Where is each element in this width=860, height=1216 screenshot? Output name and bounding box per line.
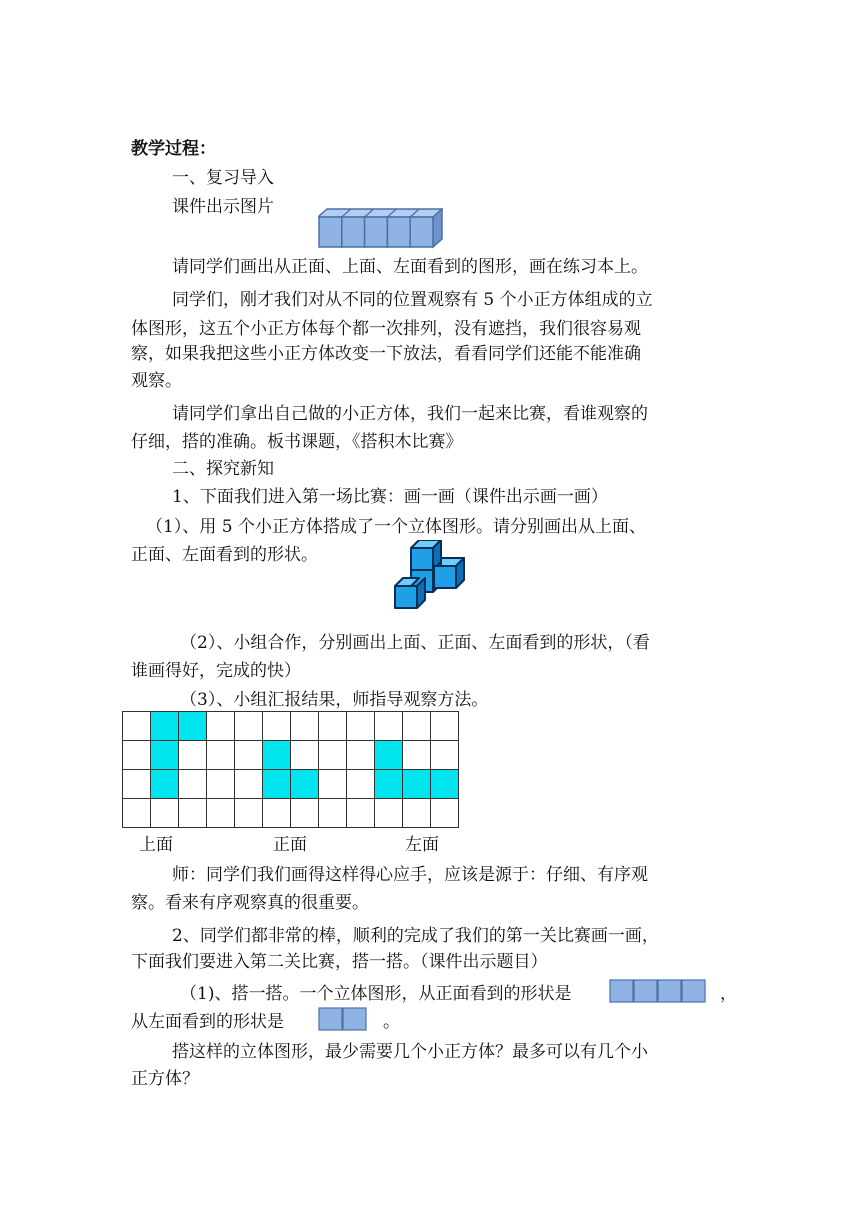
section-2-title: 二、探究新知 [172,459,274,479]
grid-row [123,741,459,770]
grid-cell-filled [263,741,291,770]
five-cube-structure-image [393,540,465,612]
views-grid [122,711,459,828]
paragraph-10-comma: ， [720,984,737,1004]
grid-cell [375,799,403,828]
grid-row [123,770,459,799]
grid-row [123,712,459,741]
paragraph-11-line-1: 搭这样的立体图形，最少需要几个小正方体？最多可以有几个小 [172,1042,648,1062]
paragraph-6-line-1: （2）、小组合作，分别画出上面、正面、左面看到的形状，（看 [180,633,650,653]
grid-cell-filled [263,770,291,799]
grid-cell-filled [179,712,207,741]
grid-cell-filled [151,741,179,770]
grid-cell [347,799,375,828]
paragraph-2-line-2: 体图形，这五个小正方体每个都一次排列，没有遮挡，我们很容易观 [131,319,641,339]
grid-cell-filled [431,770,459,799]
paragraph-3-line-2: 仔细，搭的准确。板书课题，《搭积木比赛》 [131,432,463,452]
grid-cell [235,741,263,770]
label-front-view: 正面 [273,835,307,855]
grid-cell [207,741,235,770]
grid-cell [263,712,291,741]
grid-cell-filled [151,712,179,741]
grid-cell [291,712,319,741]
paragraph-8-line-1: 师：同学们我们画得这样得心应手，应该是源于：仔细、有序观 [172,865,648,885]
grid-cell [207,770,235,799]
grid-cell-filled [375,741,403,770]
grid-cell-filled [151,770,179,799]
section-heading: 教学过程： [131,139,216,159]
grid-cell [123,741,151,770]
paragraph-4: 1、下面我们进入第一场比赛：画一画（课件出示画一画） [172,487,608,507]
paragraph-3-line-1: 请同学们拿出自己做的小正方体，我们一起来比赛，看谁观察的 [172,404,648,424]
paragraph-2-line-4: 观察。 [131,371,182,391]
grid-cell [179,741,207,770]
grid-cell [207,799,235,828]
grid-cell-filled [403,770,431,799]
grid-cell [347,741,375,770]
grid-cell-filled [291,770,319,799]
grid-cell [123,799,151,828]
grid-cell [431,799,459,828]
grid-cell [291,741,319,770]
grid-cell [319,712,347,741]
grid-cell [403,799,431,828]
grid-cell [235,712,263,741]
label-left-view: 左面 [405,835,439,855]
grid-cell [235,799,263,828]
grid-cell [347,770,375,799]
label-top-view: 上面 [139,835,173,855]
left-view-tiles-image [318,1007,368,1031]
paragraph-9-line-1: 2、同学们都非常的棒，顺利的完成了我们的第一关比赛画一画， [172,926,659,946]
grid-cell [179,770,207,799]
grid-cell [431,712,459,741]
paragraph-9-line-2: 下面我们要进入第二关比赛，搭一搭。（课件出示题目） [131,952,548,972]
paragraph-10-period: 。 [383,1012,400,1032]
paragraph-5-line-1: （1）、用 5 个小正方体搭成了一个立体图形。请分别画出从上面、 [146,517,646,537]
grid-cell [319,799,347,828]
grid-cell-filled [375,770,403,799]
paragraph-6-line-2: 谁画得好，完成的快） [131,661,301,681]
section-1-title: 一、复习导入 [172,168,274,188]
grid-cell [123,770,151,799]
grid-cell [431,741,459,770]
paragraph-10-line-1: （1)、搭一搭。一个立体图形，从正面看到的形状是 [180,984,572,1004]
paragraph-11-line-2: 正方体？ [131,1069,199,1089]
paragraph-1: 请同学们画出从正面、上面、左面看到的图形，画在练习本上。 [172,257,648,277]
front-view-tiles-image [609,979,707,1003]
paragraph-5-line-2: 正面、左面看到的形状。 [131,545,318,565]
grid-cell [179,799,207,828]
five-cubes-row-image [318,207,443,249]
grid-cell [347,712,375,741]
grid-cell [319,741,347,770]
grid-cell [207,712,235,741]
paragraph-show-picture: 课件出示图片 [172,197,274,217]
paragraph-10-line-2: 从左面看到的形状是 [131,1012,284,1032]
grid-row [123,799,459,828]
grid-cell [375,712,403,741]
grid-cell [263,799,291,828]
paragraph-2-line-1: 同学们，刚才我们对从不同的位置观察有 5 个小正方体组成的立 [172,290,653,310]
grid-cell [403,712,431,741]
grid-cell [319,770,347,799]
paragraph-8-line-2: 察。看来有序观察真的很重要。 [131,893,369,913]
grid-cell [235,770,263,799]
grid-cell [151,799,179,828]
grid-cell [291,799,319,828]
paragraph-2-line-3: 察，如果我把这些小正方体改变一下放法，看看同学们还能不能准确 [131,344,641,364]
grid-cell [403,741,431,770]
paragraph-7: （3）、小组汇报结果，师指导观察方法。 [180,690,489,710]
grid-cell [123,712,151,741]
